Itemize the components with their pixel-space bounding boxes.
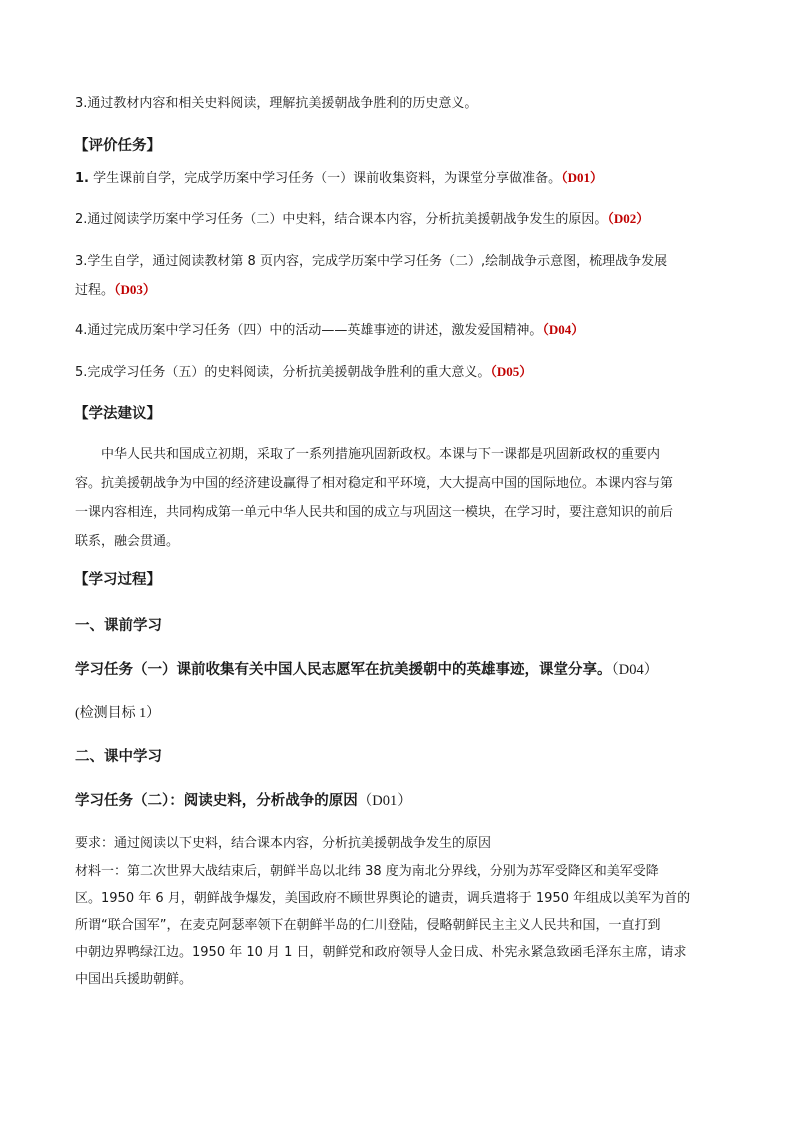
- assessment-code: （D02）: [607, 211, 650, 226]
- method-paragraph: [75, 440, 715, 556]
- item-text: 2.通过阅读学历案中学习任务（二）中史料，结合课本内容，分析抗美援朝战争发生的原因。: [75, 212, 608, 227]
- task-1-target: (检测目标 1）: [75, 706, 161, 721]
- objective-3: 3.通过教材内容和相关史料阅读，理解抗美援朝战争胜利的历史意义。: [75, 96, 478, 111]
- method-line: 容。抗美援朝战争为中国的经济建设赢得了相对稳定和平环境，大大提高中国的国际地位。本课内容与第: [75, 476, 674, 491]
- task-1-code: （D04）: [611, 662, 659, 678]
- evaluation-heading: 【评价任务】: [74, 138, 161, 154]
- method-line: 一课内容相连，共同构成第一单元中华人民共和国的成立与巩固这一模块，在学习时，要注意知识的前后: [75, 505, 674, 520]
- task-2: [75, 791, 412, 811]
- assessment-code: （D04）: [542, 322, 585, 337]
- item-number: 1.: [75, 171, 89, 186]
- material-line: 所谓“联合国军”，在麦克阿瑟率领下在朝鲜半岛的仁川登陆，侵略朝鲜民主主义人民共和国，一直打到: [75, 918, 661, 933]
- requirement: 要求：通过阅读以下史料，结合课本内容，分析抗美援朝战争发生的原因: [75, 836, 492, 851]
- task-2-code: （D01）: [357, 793, 412, 809]
- method-line: 中华人民共和国成立初期，采取了一系列措施巩固新政权。本课与下一课都是巩固新政权的重要内: [101, 447, 661, 462]
- assessment-code: （D03）: [114, 282, 156, 297]
- evaluation-item-2: [75, 209, 649, 230]
- material-line: 材料一：第二次世界大战结束后，朝鲜半岛以北纬 38 度为南北分界线，分别为苏军受降区和美军受降: [75, 864, 659, 879]
- material-1: [75, 858, 715, 993]
- item-text: 3.学生自学，通过阅读教材第 8 页内容，完成学历案中学习任务（二）,绘制战争示意图，梳理战争发展: [75, 254, 668, 269]
- evaluation-item-5: [75, 362, 532, 383]
- evaluation-item-4: [75, 320, 584, 341]
- material-line: 区。1950 年 6 月，朝鲜战争爆发，美国政府不顾世界舆论的谴责，调兵遣将于 1950 年组成以美军为首的: [75, 891, 691, 906]
- process-heading: 【学习过程】: [74, 572, 161, 588]
- material-line: 中国出兵援助朝鲜。: [75, 972, 193, 987]
- task-1-text: 学习任务（一）课前收集有关中国人民志愿军在抗美援朝中的英雄事迹，课堂分享。: [75, 662, 612, 678]
- item-text: 过程。: [75, 283, 115, 298]
- material-line: 中朝边界鸭绿江边。1950 年 10 月 1 日，朝鲜党和政府领导人金日成、朴宪永紧急致函毛泽东主席，请求: [75, 945, 687, 960]
- item-text: 学生课前自学，完成学历案中学习任务（一）课前收集资料，为课堂分享做准备。: [88, 171, 562, 186]
- method-line: 联系，融会贯通。: [75, 534, 180, 549]
- item-text: 5.完成学习任务（五）的史料阅读，分析抗美援朝战争胜利的重大意义。: [75, 365, 491, 380]
- method-heading: 【学法建议】: [74, 406, 161, 422]
- assessment-code: （D05）: [490, 364, 533, 379]
- assessment-code: （D01）: [561, 170, 604, 185]
- evaluation-item-3: [75, 252, 667, 272]
- section-pre-class: 一、课前学习: [75, 618, 162, 634]
- section-in-class: 二、课中学习: [75, 749, 162, 765]
- task-2-text: 学习任务（二）：阅读史料，分析战争的原因: [75, 793, 358, 809]
- evaluation-item-1: [75, 168, 603, 189]
- task-1: [75, 660, 658, 680]
- item-text: 4.通过完成历案中学习任务（四）中的活动——英雄事迹的讲述，激发爱国精神。: [75, 323, 543, 338]
- evaluation-item-3-cont: [75, 280, 156, 301]
